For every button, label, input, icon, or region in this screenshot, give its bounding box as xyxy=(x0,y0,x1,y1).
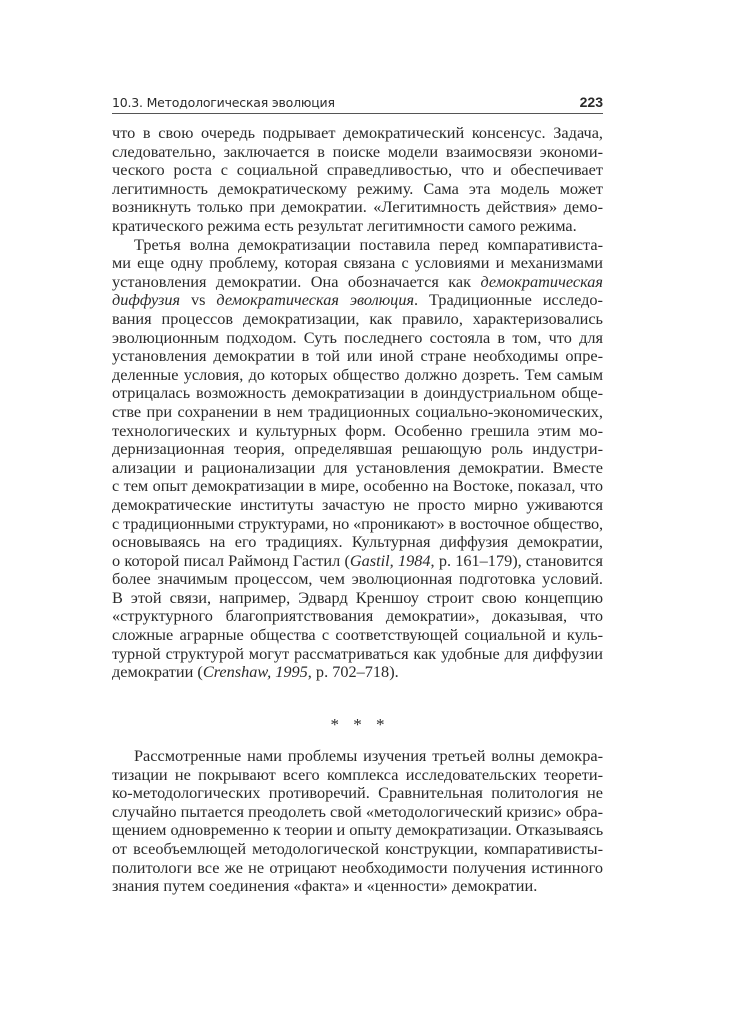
text-segment: «структурного благоприятствования демократии», доказывая, что xyxy=(112,606,603,626)
text-line xyxy=(112,366,603,385)
paragraph-1 xyxy=(112,124,603,236)
text-segment: основываясь на его традициях. Культурная диффузия демократии, xyxy=(112,532,603,552)
text-segment: отрицалась возможность демократизации в доиндустриальном обще- xyxy=(112,383,603,403)
text-segment: тизации не покрывают всего комплекса исследовательских теорети- xyxy=(112,764,603,784)
text-segment: щением одновременно к теории и опыту демократизации. Отказываясь xyxy=(112,820,604,840)
text-line xyxy=(112,291,603,310)
text-segment: установления демократии. Она обозначается как xyxy=(112,271,481,291)
text-line xyxy=(112,161,603,180)
text-line xyxy=(112,570,603,589)
text-line xyxy=(112,477,603,496)
text-segment: знания путем соединения «факта» и «ценности» демократии. xyxy=(112,876,538,896)
text-line xyxy=(112,236,603,255)
text-segment: демократии ( xyxy=(112,662,203,682)
italic-text: демократическая xyxy=(480,271,603,291)
text-segment: эволюционным подходом. Суть последнего состояла в том, что для xyxy=(112,327,603,347)
text-segment: дернизационная теория, определявшая решающую роль индустри- xyxy=(112,439,603,459)
text-segment: с тем опыт демократизации в мире, особенно на Востоке, показал, что xyxy=(112,476,603,496)
text-segment: . Традиционные исследо- xyxy=(414,290,603,310)
text-line xyxy=(112,459,603,478)
text-line xyxy=(112,552,603,571)
text-line xyxy=(112,607,603,626)
text-segment: стве при сохранении в нем традиционных социально-экономических, xyxy=(112,401,603,421)
text-segment: Рассмотренные нами проблемы изучения третьей волны демокра- xyxy=(134,746,603,765)
text-line xyxy=(112,198,603,217)
text-line xyxy=(112,626,603,645)
running-header xyxy=(112,95,603,114)
text-segment: вания процессов демократизации, как правило, характеризовались xyxy=(112,308,603,328)
text-segment: , p. 702–718). xyxy=(307,662,399,682)
text-segment: , p. 161–179), становится xyxy=(430,550,603,570)
text-segment: ческого роста с социальной справедливостью, что и обеспечивает xyxy=(112,160,603,180)
text-segment: следовательно, заключается в поиске модели взаимосвязи экономи- xyxy=(112,141,603,161)
text-line xyxy=(112,859,603,878)
text-line xyxy=(112,254,603,273)
text-line xyxy=(112,589,603,608)
text-line xyxy=(112,440,603,459)
text-segment: более значимым процессом, чем эволюционная подготовка условий. xyxy=(112,569,603,589)
text-line xyxy=(112,310,603,329)
text-line xyxy=(112,403,603,422)
text-segment: легитимность демократическому режиму. Сама эта модель может xyxy=(112,178,603,198)
text-segment: ко-методологических противоречий. Сравнительная политология не xyxy=(112,783,603,803)
text-segment: деленные условия, до которых общество должно дозреть. Тем самым xyxy=(112,364,603,384)
running-header-title: 10.3. Методологическая эволюция xyxy=(112,95,335,110)
page-number: 223 xyxy=(579,94,603,110)
text-segment: ми еще одну проблему, которая связана с условиями и механизмами xyxy=(112,253,603,273)
italic-text: диффузия xyxy=(112,290,181,310)
text-segment: ализации и рационализации для установления демократии. Вместе xyxy=(112,457,603,477)
text-segment: что в свою очередь подрывает демократический консенсус. Задача, xyxy=(112,123,603,142)
paragraph-2 xyxy=(112,236,603,682)
text-line xyxy=(112,180,603,199)
text-segment: случайно пытается преодолеть свой «методологический кризис» обра- xyxy=(112,801,603,821)
text-line xyxy=(112,422,603,441)
text-line xyxy=(112,329,603,348)
text-line xyxy=(112,217,603,236)
text-segment: сложные аграрные общества с соответствующей социальной и куль- xyxy=(112,625,603,645)
text-segment: В этой связи, например, Эдвард Креншоу строит свою концепцию xyxy=(112,587,603,607)
text-segment: установления демократии в той или иной стране необходимы опре- xyxy=(112,346,603,366)
text-line xyxy=(112,821,603,840)
text-segment: демократические институты зачастую не просто мирно уживаются xyxy=(112,494,603,514)
text-line xyxy=(112,747,603,766)
italic-text: Gastil, 1984 xyxy=(349,550,431,570)
text-segment: с традиционными структурами, но «проникают» в восточное общество, xyxy=(112,513,603,533)
text-segment: возникнуть только при демократии. «Легитимность действия» демо- xyxy=(112,197,603,217)
text-line xyxy=(112,124,603,143)
text-segment: турной структурой могут рассматриваться как удобные для диффузии xyxy=(112,643,603,663)
text-line xyxy=(112,533,603,552)
text-line xyxy=(112,645,603,664)
text-line xyxy=(112,784,603,803)
text-segment: от всеобъемлющей методологической конструкции, компаративисты- xyxy=(112,838,603,858)
text-line xyxy=(112,384,603,403)
text-line xyxy=(112,766,603,785)
text-line xyxy=(112,840,603,859)
text-segment: Третья волна демократизации поставила перед компаративиста- xyxy=(134,234,603,254)
text-segment: кратического режима есть результат легитимности самого режима. xyxy=(112,215,577,235)
text-line xyxy=(112,347,603,366)
text-segment: о которой писал Раймонд Гастил ( xyxy=(112,550,350,570)
text-line xyxy=(112,143,603,162)
italic-text: демократическая эволюция xyxy=(216,290,415,310)
paragraph-3 xyxy=(112,747,603,896)
text-line xyxy=(112,877,603,896)
text-line xyxy=(112,515,603,534)
text-line xyxy=(112,496,603,515)
text-segment: vs xyxy=(180,290,217,310)
text-line xyxy=(112,803,603,822)
section-separator: * * * xyxy=(330,715,385,734)
text-segment: технологических и культурных форм. Особенно грешила этим мо- xyxy=(112,420,603,440)
text-line xyxy=(112,273,603,292)
text-segment: политологи все же не отрицают необходимости получения истинного xyxy=(112,857,603,877)
text-line xyxy=(112,663,603,682)
italic-text: Crenshaw, 1995 xyxy=(202,662,308,682)
